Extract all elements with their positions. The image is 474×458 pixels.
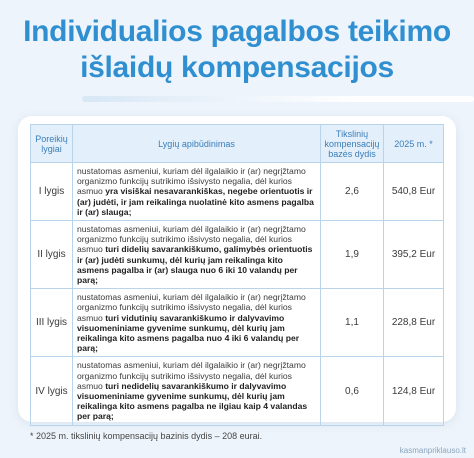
level-cell: III lygis	[31, 289, 73, 357]
amount-cell: 124,8 Eur	[384, 357, 444, 425]
description-bold-text: yra visiškai nesavarankiškas, negebe orientuotis ir (ar) judėti, ir jam reikalinga nuolatinė kito asmens pagalba ir (ar) slauga;	[77, 186, 314, 217]
title-line-1: Individualios pagalbos teikimo	[23, 15, 451, 48]
amount-cell: 228,8 Eur	[384, 289, 444, 357]
table-row	[31, 289, 444, 357]
table-row	[31, 163, 444, 221]
description-cell	[73, 221, 321, 289]
description-text: nustatomas asmeniui, kuriam dėl ilgalaikio ir (ar) negrįžtamo organizmo funkcijų sutrikimo išsivysto negalia, dėl kurios asmuo	[77, 166, 306, 197]
description-text: nustatomas asmeniui, kuriam dėl ilgalaikio ir (ar) negrįžtamo organizmo funkcijų sutrikimo išsivysto negalia, dėl kurios asmuo	[77, 292, 306, 323]
coefficient-cell: 0,6	[321, 357, 384, 425]
title-line-2: išlaidų kompensacijos	[80, 51, 394, 84]
site-watermark: kasmanpriklauso.lt	[399, 446, 466, 455]
description-bold-text: turi vidutinių savarankiškumo ir dalyvavimo visuomeniniame gyvenime sunkumų, dėl kurių jam reikalinga kito asmens pagalba nuo 4 iki 6 valandų per parą;	[77, 312, 300, 354]
header-coefficient: Tikslinių kompensacijų bazės dydis	[321, 125, 384, 163]
table-header-row	[31, 125, 444, 163]
coefficient-cell: 2,6	[321, 163, 384, 221]
coefficient-cell: 1,1	[321, 289, 384, 357]
table-row	[31, 357, 444, 425]
table-row	[31, 221, 444, 289]
footnote: * 2025 m. tikslinių kompensacijų bazinis dydis – 208 eurai.	[30, 431, 263, 441]
level-cell: I lygis	[31, 163, 73, 221]
page-title	[0, 14, 474, 86]
description-bold-text: turi didelių savarankiškumo, galimybės orientuotis ir (ar) judėti sunkumų, dėl kurių jam reikalinga kito asmens pagalba ir (ar) slauga nuo 6 iki 10 valandų per parą;	[77, 244, 313, 286]
description-text: nustatomas asmeniui, kuriam dėl ilgalaikio ir (ar) negrįžtamo organizmo funkcijų sutrikimo išsivysto negalia, dėl kurios asmuo	[77, 224, 306, 255]
amount-cell: 395,2 Eur	[384, 221, 444, 289]
header-level: Poreikių lygiai	[31, 125, 73, 163]
level-cell: IV lygis	[31, 357, 73, 425]
coefficient-cell: 1,9	[321, 221, 384, 289]
description-cell	[73, 163, 321, 221]
level-cell: II lygis	[31, 221, 73, 289]
decorative-line	[82, 96, 474, 102]
amount-cell: 540,8 Eur	[384, 163, 444, 221]
description-cell	[73, 357, 321, 425]
header-amount: 2025 m. *	[384, 125, 444, 163]
compensation-table	[30, 124, 444, 426]
description-text: nustatomas asmeniui, kuriam dėl ilgalaikio ir (ar) negrįžtamo organizmo funkcijų sutrikimo išsivysto negalia, dėl kurios asmuo	[77, 360, 306, 391]
description-cell	[73, 289, 321, 357]
description-bold-text: turi nedidelių savarankiškumo ir dalyvavimo visuomeniniame gyvenime sunkumų, dėl kurių jam reikalinga kito asmens pagalba ne ilgiau kaip 4 valandas per parą;	[77, 380, 308, 422]
header-description: Lygių apibūdinimas	[73, 125, 321, 163]
